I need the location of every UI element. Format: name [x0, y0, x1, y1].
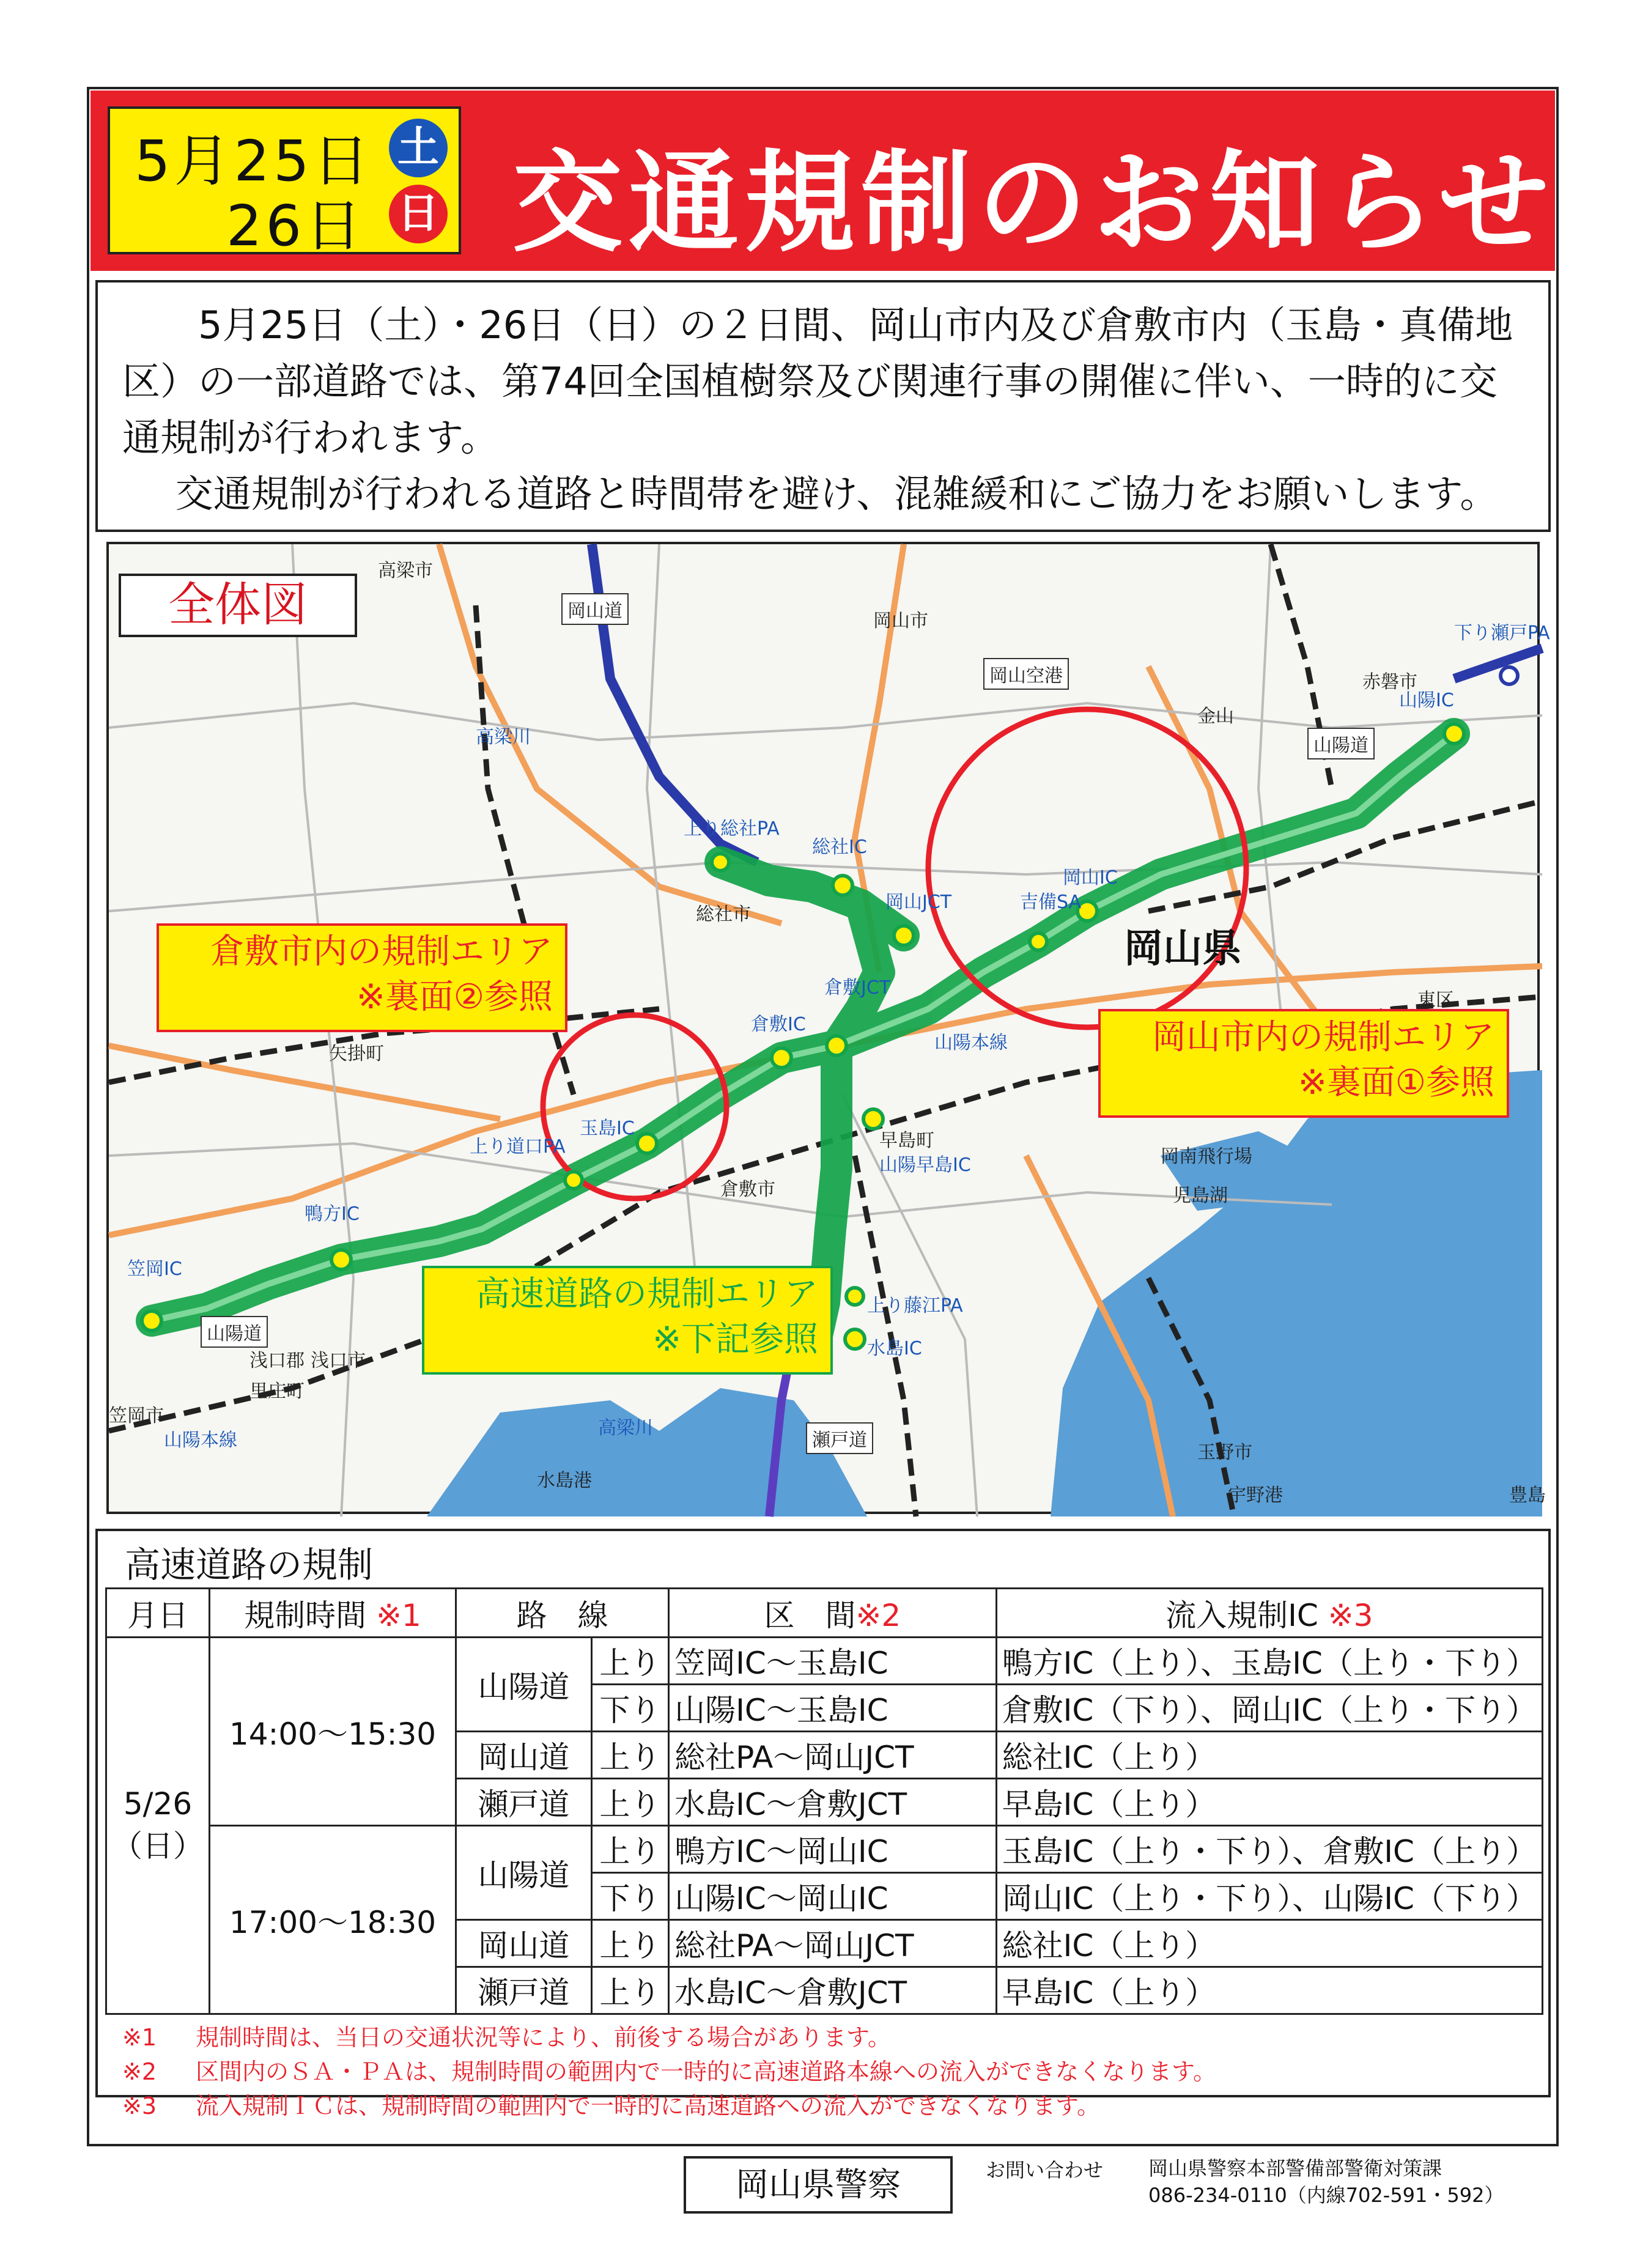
saturday-badge: 土	[389, 119, 448, 177]
ic-marker	[846, 1288, 863, 1305]
footnotes	[122, 2020, 1216, 2123]
contact-phone: 086-234-0110（内線702-591・592）	[1148, 2184, 1504, 2207]
map-place-label: 高梁市	[378, 560, 433, 582]
map-road-label: 山陽道	[201, 1316, 268, 1348]
ic-marker	[565, 1172, 582, 1189]
map-rail-label: 山陽本線	[934, 1032, 1008, 1054]
sea-area	[1051, 1070, 1542, 1516]
pa-label: 上り藤江PA	[867, 1295, 963, 1317]
map-place-label: 豊島	[1509, 1485, 1546, 1506]
pa-label: 上り総社PA	[684, 818, 780, 840]
highway-area-line-2: ※下記参照	[652, 1320, 818, 1359]
pa-label: 下り瀬戸PA	[1454, 622, 1550, 644]
direction-cell: 上り	[591, 1779, 669, 1826]
section-cell: 水島IC～倉敷JCT	[669, 1967, 996, 2014]
col-date: 月日	[106, 1589, 210, 1638]
map-place-label: 浅口市	[311, 1350, 366, 1372]
intro-text	[95, 280, 1551, 532]
footnote: ※3 流入規制ＩＣは、規制時間の範囲内で一時的に高速道路への流入ができなくなります。	[122, 2093, 1100, 2119]
map-title: 全体図	[119, 574, 357, 637]
direction-cell: 上り	[591, 1920, 669, 1967]
inflow-cell: 鴨方IC（上り）、玉島IC（上り・下り）	[996, 1638, 1542, 1685]
map-place-label: 東区	[1417, 989, 1454, 1011]
regulation-table	[105, 1587, 1543, 2015]
intro-paragraph-1: 5月25日（土）・26日（日）の２日間、岡山市内及び倉敷市内（玉島・真備地区）の一部道路では、第74回全国植樹祭及び関連行事の開催に伴い、一時的に交通規制が行われます。	[122, 303, 1513, 460]
ic-label: 倉敷IC	[751, 1014, 806, 1035]
direction-cell: 上り	[591, 1732, 669, 1779]
intro-paragraph-2: 交通規制が行われる道路と時間帯を避け、混雑緩和にご協力をお願いします。	[175, 471, 1498, 516]
ic-marker	[1444, 724, 1464, 744]
overview-map	[106, 542, 1550, 1514]
contact-department: 岡山県警察本部警備部警衛対策課	[1148, 2157, 1442, 2180]
route-cell: 岡山道	[456, 1732, 592, 1779]
inflow-cell: 早島IC（上り）	[996, 1967, 1542, 2014]
map-place-label: 玉野市	[1197, 1442, 1252, 1463]
col-time: 規制時間 ※1	[210, 1589, 456, 1638]
map-place-label: 岡山市	[873, 610, 928, 632]
ic-marker	[772, 1048, 791, 1068]
map-road-label: 岡山道	[561, 593, 629, 625]
section-cell: 総社PA～岡山JCT	[669, 1920, 996, 1967]
route-cell: 岡山道	[456, 1920, 592, 1967]
map-river-label: 高梁川	[476, 726, 531, 748]
ic-marker	[637, 1134, 657, 1153]
direction-cell: 上り	[591, 1638, 669, 1685]
map-place-label: 浅口郡	[249, 1350, 305, 1372]
map-place-label: 倉敷市	[720, 1179, 775, 1200]
time-cell: 14:00～15:30	[210, 1638, 456, 1826]
ic-marker	[1030, 933, 1047, 950]
sanyo-expressway-east	[1454, 648, 1542, 679]
map-place-label: 宇野港	[1228, 1485, 1283, 1506]
col-route: 路 線	[456, 1589, 669, 1638]
footnote: ※2 区間内のＳＡ・ＰＡは、規制時間の範囲内で一時的に高速道路本線への流入ができなくなります。	[122, 2058, 1216, 2085]
route-cell: 瀬戸道	[456, 1779, 592, 1826]
pa-marker	[1501, 667, 1518, 684]
map-place-label: 早島町	[879, 1130, 934, 1151]
highway-area-line-1: 高速道路の規制エリア	[476, 1274, 818, 1314]
inflow-cell: 早島IC（上り）	[996, 1779, 1542, 1826]
col-inflow: 流入規制IC ※3	[996, 1589, 1542, 1638]
date-line-2: 26日	[226, 193, 366, 259]
inflow-cell: 総社IC（上り）	[996, 1920, 1542, 1967]
ic-label: 山陽IC	[1399, 690, 1454, 711]
contact-info	[1148, 2155, 1504, 2209]
ic-marker	[331, 1250, 351, 1269]
sunday-badge: 日	[389, 185, 448, 243]
table-row	[106, 1638, 1543, 1685]
ic-marker	[827, 1036, 846, 1055]
section-cell: 山陽IC～岡山IC	[669, 1873, 996, 1920]
map-place-label: 岡山空港	[983, 658, 1069, 690]
inflow-cell: 総社IC（上り）	[996, 1732, 1542, 1779]
direction-cell: 上り	[591, 1967, 669, 2014]
ic-label: 総社IC	[812, 837, 867, 858]
page-title: 交通規制のお知らせ	[512, 139, 1555, 267]
ic-label: 水島IC	[867, 1338, 922, 1359]
okayama-area-line-2: ※裏面①参照	[1298, 1063, 1494, 1103]
inflow-cell: 岡山IC（上り・下り）、山陽IC（下り）	[996, 1873, 1542, 1920]
section-cell: 水島IC～倉敷JCT	[669, 1779, 996, 1826]
date-line-1: 5月25日	[135, 128, 373, 194]
highway-regulation-section	[95, 1529, 1551, 2119]
map-place-label: 矢掛町	[329, 1043, 384, 1065]
map-place-label: 笠岡市	[109, 1405, 164, 1427]
map-road-label: 山陽道	[1307, 728, 1375, 759]
direction-cell: 下り	[591, 1873, 669, 1920]
ic-label: 岡山IC	[1063, 867, 1118, 888]
inflow-cell: 倉敷IC（下り）、岡山IC（上り・下り）	[996, 1685, 1542, 1732]
inflow-cell: 玉島IC（上り・下り）、倉敷IC（上り）	[996, 1826, 1542, 1873]
map-place-label: 児島湖	[1173, 1185, 1228, 1206]
kurashiki-area-line-2: ※裏面②参照	[356, 977, 553, 1017]
ic-label: 山陽早島IC	[879, 1154, 971, 1176]
okayama-area-label	[1098, 1009, 1509, 1118]
sa-label: 吉備SA	[1020, 892, 1082, 913]
ic-marker	[142, 1311, 161, 1331]
section-cell: 総社PA～岡山JCT	[669, 1732, 996, 1779]
ic-marker	[712, 854, 729, 871]
map-place-label: 岡南飛行場	[1161, 1146, 1252, 1167]
table-row	[106, 1826, 1543, 1873]
kurashiki-area-line-1: 倉敷市内の規制エリア	[210, 932, 553, 972]
header-banner	[90, 90, 1555, 271]
direction-cell: 上り	[591, 1826, 669, 1873]
table-header-row	[106, 1589, 1543, 1638]
ic-label: 玉島IC	[580, 1118, 635, 1139]
direction-cell: 下り	[591, 1685, 669, 1732]
ic-marker	[845, 1329, 865, 1349]
footnote: ※1 規制時間は、当日の交通状況等により、前後する場合があります。	[122, 2024, 891, 2051]
map-place-label: 総社市	[696, 904, 751, 925]
date-cell: 5/26 （日）	[106, 1638, 210, 2014]
col-section: 区 間※2	[669, 1589, 996, 1638]
sea-area-west	[427, 1388, 867, 1516]
inquiry-label: お問い合わせ	[986, 2159, 1104, 2182]
kurashiki-area-label	[157, 923, 567, 1032]
route-cell: 瀬戸道	[456, 1967, 592, 2014]
national-road	[109, 1046, 500, 1119]
issuer-box: 岡山県警察	[684, 2156, 953, 2214]
time-cell: 17:00～18:30	[210, 1826, 456, 2014]
highway-area-label	[422, 1266, 833, 1375]
section-cell: 山陽IC～玉島IC	[669, 1685, 996, 1732]
map-road-label: 瀬戸道	[806, 1422, 873, 1454]
route-cell: 山陽道	[456, 1826, 592, 1920]
map-place-label: 里庄町	[249, 1381, 305, 1402]
prefecture-label: 岡山県	[1124, 926, 1241, 972]
map-river-label: 高梁川	[598, 1417, 653, 1439]
map-rail-label: 山陽本線	[164, 1430, 237, 1451]
ic-marker	[833, 876, 852, 895]
section-cell: 笠岡IC～玉島IC	[669, 1638, 996, 1685]
section-cell: 鴨方IC～岡山IC	[669, 1826, 996, 1873]
jct-label: 倉敷JCT	[824, 977, 891, 999]
jct-label: 岡山JCT	[885, 892, 952, 913]
pa-label: 上り道口PA	[470, 1136, 566, 1158]
map-place-label: 金山	[1197, 706, 1234, 727]
ic-label: 鴨方IC	[305, 1203, 360, 1225]
okayama-area-line-1: 岡山市内の規制エリア	[1152, 1018, 1494, 1057]
minor-road	[647, 544, 696, 1278]
ic-marker	[894, 926, 914, 945]
section-heading: 高速道路の規制	[125, 1544, 374, 1586]
route-cell: 山陽道	[456, 1638, 592, 1732]
date-box	[108, 106, 461, 259]
map-place-label: 赤磐市	[1362, 671, 1417, 693]
map-place-label: 水島港	[537, 1470, 592, 1491]
ic-label: 笠岡IC	[127, 1258, 182, 1280]
